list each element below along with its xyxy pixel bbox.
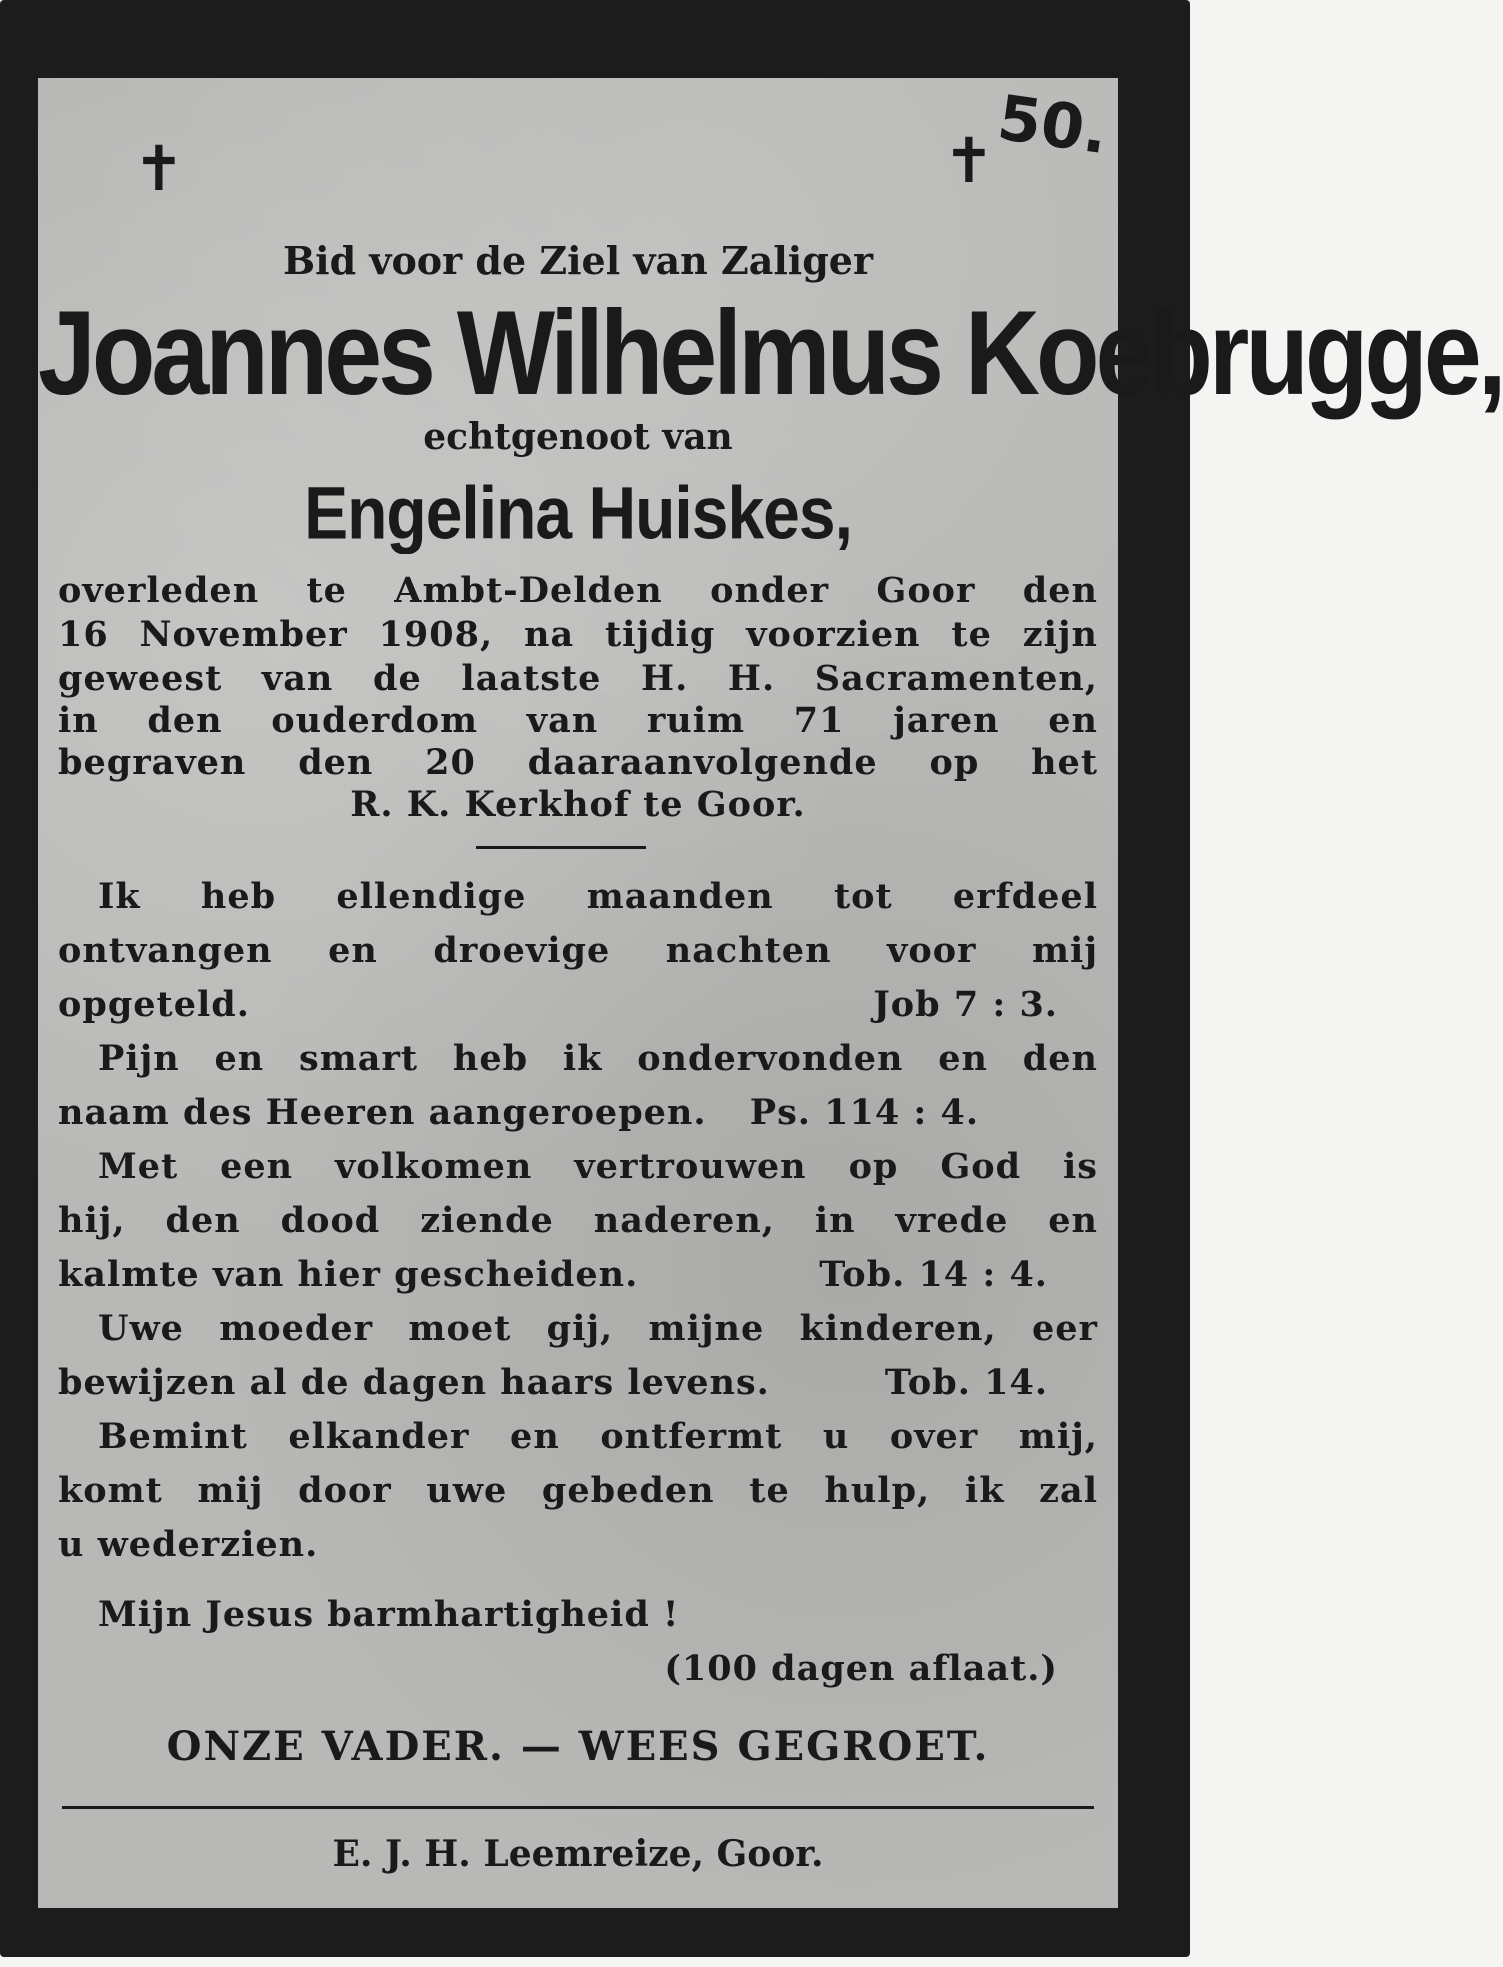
heading: Bid voor de Ziel van Zaliger — [283, 238, 873, 283]
verse-line: Met een volkomen vertrouwen op God is — [98, 1146, 1098, 1187]
invocation: Mijn Jesus barmhartigheid ! — [98, 1594, 680, 1635]
verse-last-line — [58, 1254, 1098, 1295]
obituary-line: R. K. Kerkhof te Goor. — [350, 784, 806, 825]
verse-text: naam des Heeren aangeroepen. — [58, 1092, 707, 1133]
verse-line: ontvangen en droevige nachten voor mij — [58, 930, 1098, 971]
verse-line: Pijn en smart heb ik ondervonden en den — [98, 1038, 1098, 1079]
cross-right-icon: ✝ — [943, 124, 995, 197]
obituary-line: begraven den 20 daaraanvolgende op het — [58, 742, 1098, 783]
verse-line: Bemint elkander en ontfermt u over mij, — [98, 1416, 1098, 1457]
deceased-name: Joannes Wilhelmus Koebrugge, — [38, 287, 1503, 421]
obituary-line: geweest van de laatste H. H. Sacramenten, — [58, 658, 1098, 699]
verse-last-line — [58, 984, 1098, 1025]
spouse-intro: echtgenoot van — [423, 416, 733, 458]
verse-reference: Tob. 14 : 4. — [819, 1254, 1048, 1295]
verse-text: opgeteld. — [58, 984, 250, 1025]
verse-line: komt mij door uwe gebeden te hulp, ik zal — [58, 1470, 1098, 1511]
verse-last-line — [58, 1524, 1098, 1565]
verse-line: Uwe moeder moet gij, mijne kinderen, eer — [98, 1308, 1098, 1349]
verse-line: hij, den dood ziende naderen, in vrede en — [58, 1200, 1098, 1241]
verse-reference: Tob. 14. — [884, 1362, 1048, 1403]
verse-reference: Ps. 114 : 4. — [749, 1092, 980, 1133]
verse-text: u wederzien. — [58, 1524, 319, 1565]
handwritten-number: 50. — [993, 80, 1113, 169]
printer-credit: E. J. H. Leemreize, Goor. — [332, 1833, 824, 1875]
obituary-line: overleden te Ambt-Delden onder Goor den — [58, 570, 1098, 611]
indulgence: (100 dagen aflaat.) — [664, 1648, 1058, 1689]
verse-text: kalmte van hier gescheiden. — [58, 1254, 639, 1295]
verse-last-line — [58, 1362, 1098, 1403]
obituary-line: 16 November 1908, na tijdig voorzien te zijn — [58, 614, 1098, 655]
spouse-name: Engelina Huiskes, — [304, 471, 852, 554]
verse-line: Ik heb ellendige maanden tot erfdeel — [98, 876, 1098, 917]
long-divider — [62, 1806, 1094, 1809]
memorial-card — [38, 78, 1503, 1908]
obituary-line: in den ouderdom van ruim 71 jaren en — [58, 700, 1098, 741]
verse-text: bewijzen al de dagen haars levens. — [58, 1362, 770, 1403]
short-divider — [476, 846, 646, 849]
verse-last-line — [58, 1092, 1098, 1133]
prayers: ONZE VADER. — WEES GEGROET. — [166, 1723, 990, 1770]
verse-reference: Job 7 : 3. — [873, 984, 1058, 1025]
cross-left-icon: ✝ — [133, 132, 185, 205]
